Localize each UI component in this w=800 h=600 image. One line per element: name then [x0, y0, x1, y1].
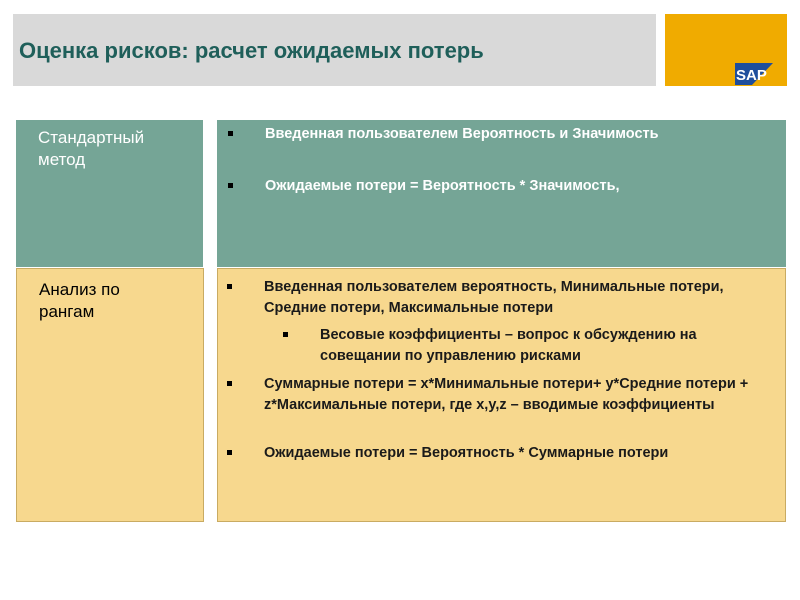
list-item — [265, 176, 765, 197]
bullet-marker — [228, 131, 233, 136]
list-item — [265, 124, 765, 145]
standard-method-label: Стандартный метод — [38, 128, 145, 169]
rank-analysis-label: Анализ по рангам — [39, 280, 120, 321]
rank-analysis-content-panel — [217, 268, 786, 522]
list-item — [264, 277, 764, 319]
bullet-text: Ожидаемые потери = Вероятность * Значимость, — [265, 178, 620, 194]
standard-method-content-panel — [217, 117, 786, 267]
bullet-marker — [227, 284, 232, 289]
slide-title: Оценка рисков: расчет ожидаемых потерь — [19, 38, 484, 63]
bullet-marker — [283, 332, 288, 337]
sap-logo — [735, 63, 773, 85]
list-item — [264, 443, 769, 464]
bullet-text: Весовые коэффициенты – вопрос к обсуждению на совещании по управлению рисками — [320, 327, 697, 364]
bullet-text: Ожидаемые потери = Вероятность * Суммарные потери — [264, 445, 669, 461]
bullet-text: Суммарные потери = x*Минимальные потери+ y*Средние потери + z*Максимальные потери, где x,y,z – вводимые коэффициенты — [264, 376, 749, 413]
bullet-marker — [228, 183, 233, 188]
sap-logo-text: SAP — [736, 67, 767, 84]
bullet-marker — [227, 450, 232, 455]
bullet-marker — [227, 381, 232, 386]
title-bar — [13, 14, 656, 86]
list-item — [264, 374, 769, 416]
list-item — [320, 325, 770, 367]
logo-box — [665, 14, 787, 86]
rank-analysis-label-panel — [16, 268, 204, 522]
standard-method-label-panel — [16, 117, 203, 267]
bullet-text: Введенная пользователем Вероятность и Значимость — [265, 126, 659, 142]
bullet-text: Введенная пользователем вероятность, Минимальные потери, Средние потери, Максимальные потери — [264, 279, 724, 316]
